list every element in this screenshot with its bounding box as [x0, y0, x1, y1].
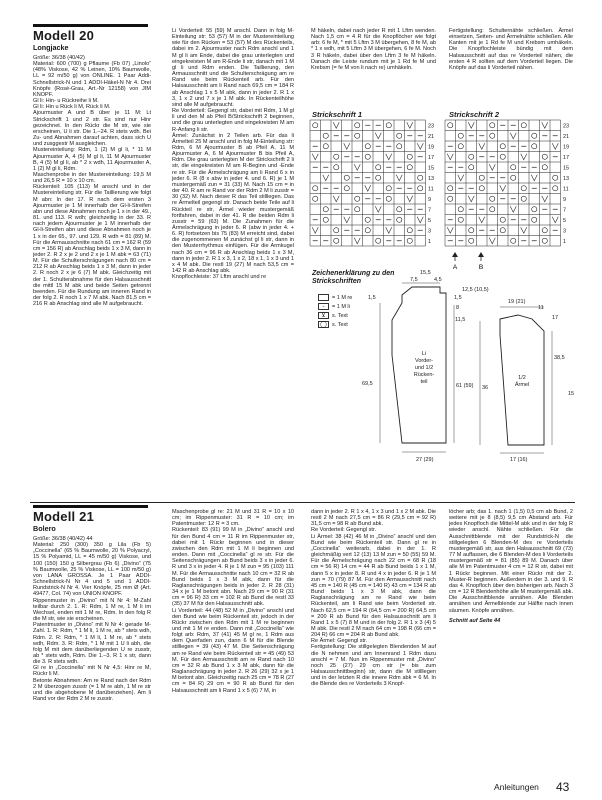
arrow-markers — [452, 252, 484, 271]
knitting-charts — [310, 120, 580, 290]
row-number: 7 — [428, 207, 432, 214]
yarn-over-symbol — [397, 217, 402, 222]
yarn-over-symbol — [542, 165, 547, 170]
paragraph: Maschenprobe gl re: 21 M und 31 R = 10 x 10 cm; im Rippenmuster: 31 R = 10 cm; im Patentmuster: 12 R = 3 cm. — [172, 509, 294, 528]
front-label-2: Vorder- — [414, 358, 434, 364]
dim: 17 (16) — [510, 457, 528, 463]
paragraph: Re Ärmel: Gegengl str. — [311, 638, 368, 645]
yarn-over-symbol — [376, 175, 381, 180]
dim: 27 (29) — [416, 457, 434, 463]
legend-item: - = 1 M li — [318, 303, 350, 310]
yarn-over-symbol — [521, 196, 526, 201]
paragraph: Rückenteil: 105 (113) M anschl und in der Mustereinteilung str. Für die Taillierung wie folgt M abn: In der 17. R nach dem ersten 3 Ajourmuster je 1 M innerhalb der Gl-li-Streifen abn und diese Abnahmen noch je 1 x in der 49., 81. und 113. R wdh; gleichzeitig in der 33. R nach jedem Ajourmuster je 1 M innerhalb der Gl-li-Streifen abn und diese Abnahmen noch je 1 x in der 65., 97. und 129. R wdh = 81 (89) M. Für die Armausschnitte nach 61 cm = 162 R (59 cm = 156 R) ab Anschlag beids 1 x 3 M, dann in jeder 2. R 2 x je 2 und 2 x je 1 M abk = 63 (71) M. Für die Schulterschrägungen nach 80 cm = 212 R ab Anschlag beids 1 x 3 M, dann in jeder 2. R noch 2 x je 6 (7) M abk. Gleichzeitig mit der 1. Schulterabnahme für den Halsausschnitt die mittl 15 M abk und beide Seiten getrennt beenden. Für die Rundung am inneren Rand in der folg 2. R noch 1 x 7 M abk. Nach 81,5 cm = 216 R ab Anschlag sind alle M aufgebraucht. — [33, 184, 151, 308]
paragraph: Li Ärmel: 38 (42) 46 M in „Divino“ anschl und den Bund wie beim Rückenteil str. Dann gl re in „Coccinella“ weiterarb, dabei in der 1. R gleichmäßig vert 12 (13) 13 M zun = 50 (55) 59 M. Für die Ärmelschrägung nach 22 cm = 68 R (18 cm = 56 R) 14 cm = 44 R ab Bund beids 1 x 1 M, dann 5 x in jeder 8. R und 4 x in jeder 6. R je 1 M zun = 70 (79) 87 M. Für den Armausschnitt nach 45 cm = 140 R (45 cm = 140 R) 43 cm = 134 R ab Bund beids 1 x 3 M abk, dann die Raglanschrägung am re Rand wie beim Rückenteil, am li Rand wie beim Vorderteil str. Nach 62,5 cm = 194 R (64,5 cm = 200 R) 64,5 cm = 200 R ab Bund für den Halsausschnitt am li Rand 1 x 5 (7) 8 M und in der folg 2. R 1 x 3 (4) 5 M abk. Die restl 2 M nach 64 cm = 198 R (66 cm = 204 R) 66 cm = 204 R ab Bund abk. — [311, 533, 436, 639]
decrease-stitch-icon: ⊻ — [318, 312, 329, 319]
yarn-over-symbol — [511, 175, 516, 180]
decrease-symbol — [333, 196, 339, 202]
decrease-symbol — [489, 238, 495, 244]
paragraph: Ajourmuster A und B über je 11 M: Lt Strickschrift 1 und 2 str. Es sind nur Hinr gezeichnet. In den Rückr die M str, wie sie erscheinen, U li str. Die 1.–24. R stets wdh. Bei Zu- und Abnahmen darauf achten, dass sich U und zusggestr M ausgleichen. — [33, 110, 151, 148]
decrease-symbol — [447, 154, 453, 160]
paragraph: Material: 600 (700) g Pflaume (Fb 07) „Linolo“ (48% Viskose, 42 % Leinen, 10% Baumwolle, LL = 92 m/50 g) von ONLINE. 1 Paar Addi-Schnellstrick-N und 1 ADDI-Häkel-N Nr 4. Drei Knöpfe (Rosé-Grau, Art.-Nr 12158) von JIM KNOPF. — [33, 61, 151, 98]
yarn-over-symbol — [334, 154, 339, 159]
yarn-over-symbol — [334, 228, 339, 233]
row-number: 3 — [428, 228, 432, 235]
row-number: 15 — [563, 165, 570, 172]
yarn-over-symbol — [407, 228, 412, 233]
paragraph: Größe: 36/38 (40/42) 44 — [33, 536, 93, 542]
row-number: 5 — [428, 217, 432, 224]
paragraph: Ärmel: Zunächst in 2 Teilen arb. Für das li Ärmelteil 25 M anschl und in folg M-Einteilung str: Rdm, 6 M Ajourmuster B ab Pfeil A, 11 M Ajourmuster A, 6 M Ajourmuster B bis Pfeil A, Rdm. Die grau unterlegten M der Strickschrift 2 li str, die eingekreisten M am R-Beginn und -Ende re str. Für die Ärmelschrägung am li Rand 6 x in jeder 6. R (8 x abw in jeder 4. und 6. R) je 1 M mustergemäß zun = 31 (33) M. Nach 15 cm = in der 40. R am re Rand vor der Rdm 2 M li zusstr = 30 (32) M. Nach dieser R das Teil stilllegen. Das re Ärmelteil gegengl str. Danach beide Teile auf li Rückteil re str, Ärmel wieder mustergemäß fortfahren, dabei in der 41. R die beiden Rdm li zusstr = 59 (63) M. Die Zunahmen für die Ärmelschrägung in jeder 6. R (abw in jeder 4. + 6. R) fortsetzen bis 75 (83) M erreicht sind, dabei die zugenommenen M zunächst gl li str, dann in den Musterrhythmus einfügen. Für die Armkugel nach 36 cm = 96 R ab Anschlag beids 1 x 3 M, dann in jeder 2. R 1 x 3, 1 x 2, 18 x 1, 1 x 3 und 1 x 4 M abk. Die restl 19 (27) M nach 53,5 cm = 142 R ab Anschlag abk. — [172, 132, 294, 275]
row-numbers — [428, 123, 569, 245]
decrease-symbol — [407, 196, 413, 202]
row-number: 23 — [563, 123, 570, 130]
decrease-symbol — [354, 238, 360, 244]
section-rule — [33, 505, 148, 508]
yarn-over-symbol — [376, 165, 381, 170]
paragraph: Betonte Abnahmen: Am re Rand nach der Rdm 2 M überzogen zusstr (= 1 M re abh, 1 M re str und die abgehobene M darüberziehen). Am li Rand vor der Rdm 2 M re zusstr. — [33, 677, 151, 703]
front-label-5: teil — [420, 379, 428, 385]
yarn-over-symbol — [521, 123, 526, 128]
yarn-over-symbol — [532, 217, 537, 222]
yarn-over-symbol — [500, 154, 505, 159]
row-number: 17 — [563, 154, 570, 161]
yarn-over-symbol — [542, 228, 547, 233]
front-label-4: Rücken- — [413, 372, 435, 378]
dim: 11 — [538, 305, 544, 311]
yarn-over-symbol — [521, 186, 526, 191]
decrease-symbol — [386, 154, 392, 160]
yarn-over-symbol — [323, 133, 328, 138]
paragraph: M häkeln, dabei nach jeder R mit 1 Lftm wenden. Nach 1,5 cm = 4 R für die Knopflöcher wie folgt arb: 6 fe M, * mit 5 Lftm 3 M übergehen, 8 fe M, ab * 1 x wdh, mit 5 Lftm 3 M übergehen, 6 fe M. Noch 3 R häkeln, dabei über den Lftm 3 fe M häkeln. Danach die Leiste rundum mit je 1 Rd fe M und Krebsm (= fe M von li nach re) umhäkeln. — [311, 28, 436, 71]
yarn-over-symbol — [500, 217, 505, 222]
decrease-symbol — [468, 196, 474, 202]
decrease-symbol — [323, 175, 329, 181]
chart1-title: Strickschrift 1 — [312, 110, 363, 119]
dim: 69,5 — [362, 381, 373, 387]
yarn-over-symbol — [418, 186, 423, 191]
yarn-over-symbol — [458, 144, 463, 149]
front-label-1: Li — [421, 351, 427, 357]
paragraph: löcher arb; das 1. nach 1 (1,5) 0,5 cm ab Bund, 2 weitere mit je 8 (8,5) 9,5 cm Abstand arb. Für jedes Knopfloch die Mittel-M abk und in der folg R wieder anschl. Nähte schließen. Für die Ausschnittblende mit der Rundstrick-N die stillgelegten 6 Blenden-M des re Vorderteils mustergemäß str, aus den Halsausschnitt 69 (73) 77 M auffassen, die 6 Blenden-M des li Vorderteils mustergemäß str = 81 (85) 89 M. Danach über alle M im Patentmuster 4 cm = 12 R str, dabei mit 1 Rückr beginnen. Mit einer Rückr mit der 2. Muster-R beginnen. Außerdem in der 3. und 9. R das 4. Knopfloch über den bisherigen arb. Nach 3 cm = 12 R Blendenhöhe alle M mustergemäß abk. Die Ausschnittblende annähen. Alle Blenden annähen und Ärmelblende zur Hälfte nach innen säumen. Knöpfe annähen. — [449, 509, 573, 614]
yarn-over-symbol — [458, 217, 463, 222]
yarn-over-symbol — [323, 144, 328, 149]
model21-col2 — [172, 509, 294, 781]
yarn-over-symbol — [490, 123, 495, 128]
decrease-symbol — [468, 122, 474, 128]
decrease-symbol — [510, 206, 516, 212]
yarn-over-symbol — [532, 133, 537, 138]
row-number: 9 — [428, 196, 432, 203]
decrease-symbol — [479, 217, 485, 223]
paragraph: Re Vorderteil: Gegengl str, dabei mit Rdm, 1 M gl li und den M ab Pfeil B/Strickschrift 2 beginnen, und die grau unterlegten und eingekreisten M am R-Anfang li str. — [172, 108, 294, 133]
yarn-over-symbol — [365, 217, 370, 222]
row-number: 23 — [428, 123, 435, 130]
sleeve-label-2: Ärmel — [514, 382, 530, 388]
decrease-symbol — [489, 164, 495, 170]
yarn-over-symbol — [511, 238, 516, 243]
dim: 12,5 (10,5) — [462, 287, 489, 293]
yarn-over-symbol — [511, 165, 516, 170]
yarn-over-symbol — [490, 207, 495, 212]
yarn-over-symbol — [500, 144, 505, 149]
legend-item: ◯ s. Text — [318, 321, 348, 328]
decrease-symbol — [521, 227, 527, 233]
dim: 17 — [552, 315, 559, 321]
decrease-symbol — [447, 227, 453, 233]
row-number: 1 — [563, 238, 567, 245]
yarn-over-symbol — [448, 196, 453, 201]
row-number: 3 — [563, 228, 567, 235]
cross-reference: Schnitt auf Seite 44 — [449, 617, 501, 624]
yarn-over-symbol — [458, 133, 463, 138]
decrease-symbol — [479, 143, 485, 149]
paragraph: Li Vorderteil: 44 (48) 52 M in „Divino“ anschl und den Bund wie beim Rückenteil str, jedoch in der Rückr zwischen den Rdm mit 1 M re beginnen und mit 1 M re enden. Dann mit „Coccinella“ wie folgt arb: Rdm, 37 (41) 45 M gl re, 1 Rdm aus dem Querfaden zun, dann 6 M für die Blende stilllegen = 39 (43) 47 M. Die Seitenschrägung am re Rand wie beim Rückenteil str = 45 (49) 53 M. Für den Armausschnitt am re Rand nach 10 cm = 32 R ab Bund 1 x 3 M abk, dann für die Raglanschrägung in jeder 2. R 26 (29) 32 x je 1 M betont abn. Gleichzeitig nach 25 cm = 78 R (27 cm = 84 R) 29 cm = 90 R ab Bund für den Halsausschnitt am li Rand 1 x 5 (6) 7 M, in — [172, 607, 294, 694]
decrease-symbol — [542, 196, 548, 202]
row-number: 1 — [428, 238, 432, 245]
yarn-over-symbol — [397, 133, 402, 138]
paragraph: Rippenmuster in „Divino“ mit N Nr 4: M-Zahl teilbar durch 2. 1. R: Rdm, 1 M re, 1 M li im Wechsel, enden mit 1 M re, Rdm. In den folg R die M str, wie sie erscheinen. — [33, 597, 151, 623]
paragraph: Mustereinteilung: Rdm, 1 (2) M gl li, * 11 M Ajourmuster A, 4 (5) M gl li, 11 M Ajourmuster B, 4 (5) M gl li, ab * 2 x wdh, 11 Ajourmuster A, 1 (2) M gl li, Rdm. — [33, 147, 151, 172]
yarn-over-symbol — [323, 207, 328, 212]
yarn-over-symbol — [490, 133, 495, 138]
paragraph: Knopflochleiste: 37 Lftm anschl und re — [172, 274, 267, 281]
decrease-symbol — [333, 122, 339, 128]
decrease-symbol — [510, 133, 516, 139]
paragraph: Maschenprobe in der Mustereinteilung: 19,5 M und 26,5 R = 10 x 10 cm. — [33, 171, 151, 185]
row-number: 7 — [563, 207, 567, 214]
yarn-over-symbol — [386, 186, 391, 191]
paragraph: Gl li: Hin u Rück li M, Rück li M. — [33, 104, 111, 111]
section-rule — [33, 24, 148, 27]
model20-title: Modell 20 — [33, 28, 95, 43]
dim: 61 (59) — [456, 383, 474, 389]
paragraph: Gl li: Hin- u Rückreihe li M. — [33, 98, 99, 105]
yarn-over-symbol — [334, 165, 339, 170]
decrease-symbol — [500, 185, 506, 191]
yarn-over-symbol — [397, 144, 402, 149]
chart2-title: Strickschrift 2 — [449, 110, 500, 119]
yarn-over-symbol — [313, 196, 318, 201]
yarn-over-symbol — [479, 175, 484, 180]
model21-subtitle: Bolero — [33, 524, 56, 533]
row-number: 19 — [428, 144, 435, 151]
yarn-over-symbol — [542, 238, 547, 243]
decrease-symbol — [542, 122, 548, 128]
yarn-over-symbol — [479, 186, 484, 191]
yarn-over-symbol — [458, 207, 463, 212]
yarn-over-symbol — [355, 133, 360, 138]
decrease-symbol — [354, 164, 360, 170]
yarn-over-symbol — [376, 238, 381, 243]
yarn-over-symbol — [500, 228, 505, 233]
dim: 1,5 — [368, 295, 376, 301]
yarn-over-symbol — [542, 154, 547, 159]
yarn-over-symbol — [469, 238, 474, 243]
yarn-over-symbol — [334, 238, 339, 243]
model21-title: Modell 21 — [33, 509, 95, 524]
decrease-symbol — [458, 175, 464, 181]
yarn-over-symbol — [532, 144, 537, 149]
dim: 15,5 — [420, 270, 431, 276]
decrease-symbol — [375, 206, 381, 212]
yarn-over-symbol — [397, 207, 402, 212]
row-number: 19 — [563, 144, 570, 151]
decrease-symbol — [312, 154, 318, 160]
arrow-b-label: B — [478, 264, 484, 271]
sleeve-label-1: 1/2 — [518, 375, 526, 381]
yarn-over-symbol — [448, 186, 453, 191]
purl-stitch-icon: - — [318, 303, 329, 310]
knit-stitch-icon — [318, 294, 329, 301]
section-divider — [30, 502, 575, 503]
model21-col3 — [311, 509, 436, 781]
yarn-over-symbol — [469, 228, 474, 233]
dim: 36 — [482, 385, 489, 391]
dim: 4,5 — [434, 277, 442, 283]
model21-col4 — [449, 509, 573, 781]
legend-title: Zeichenerklärung zu den Strickschriften — [312, 270, 395, 285]
decrease-symbol — [531, 175, 537, 181]
paragraph: Rückenteil: 83 (91) 99 M in „Divino“ anschl und für den Bund 4 cm = 11 R im Rippenmuster str, dabei mit 1 Rückr beginnen und in dieser zwischen den Rdm mit 1 M li beginnen und enden. Dann mit „Coccinella“ gl re str. Für die Seitenschrägungen ab Bund beids 3 x in jeder 6. R und 3 x in jeder 4. R je 1 M zun = 95 (103) 111 M. Für die Armausschnitte nach 10 cm = 32 R ab Bund beids 1 x 3 M abk, dann für die Raglanschrägungen beids in jeder 2. R 28 (31) 34 x je 1 M betont abn. Nach 29 cm = 90 R (31 cm = 96 R) 33 cm = 102 R ab Bund die restl 33 (35) 37 M für den Halsausschnitt abk. — [172, 527, 294, 608]
row-number: 21 — [428, 133, 435, 140]
yarn-over-symbol — [532, 207, 537, 212]
yarn-over-symbol — [313, 186, 318, 191]
decrease-symbol — [407, 122, 413, 128]
paragraph: Material: 250 (300) 350 g Lila (Fb 5) „Coccinella“ (65 % Baumwolle, 20 % Polyacryl, 15 % Polyamid, LL = 45 m/50 g) Viskose, und 100 (150) 150 g Silbergrau (Fb 6) „Divino“ (75 % Baumwolle, 25 % Viskose, LL = 100 m/50 g) von LANA GROSSA. Je 1 Paar ADDI-Schnellstrick-N Nr 4 und 5 und 1 ADDI-Rundstrick-N Nr 4. Vier Knöpfe, 25 mm Ø (Art. 49477, Col. 74) von UNION KNOPF. — [33, 542, 151, 598]
yarn-over-symbol — [365, 228, 370, 233]
yarn-over-symbol — [407, 165, 412, 170]
model20-col2 — [172, 28, 294, 498]
yarn-over-symbol — [313, 123, 318, 128]
model21-col1 — [33, 509, 151, 781]
yarn-over-symbol — [365, 154, 370, 159]
paragraph: Gl re in „Coccinella“ mit N Nr 4,5: Hinr re M, Rückr li M. — [33, 665, 151, 678]
yarn-over-stitch-icon: ◯ — [318, 321, 329, 328]
yarn-over-symbol — [418, 175, 423, 180]
decrease-symbol — [344, 217, 350, 223]
yarn-over-symbol — [407, 154, 412, 159]
chart2-grid — [445, 120, 561, 246]
model20-col4 — [449, 28, 573, 98]
row-number: 9 — [563, 196, 567, 203]
paragraph: dann in jeder 2. R 1 x 4, 1 x 3 und 1 x 2 M abk. Die restl 2 M nach 27,5 cm = 86 R (29,5 cm = 92 R) 31,5 cm = 98 R ab Bund abk. — [311, 509, 436, 528]
page-number: 43 — [556, 780, 570, 794]
row-number: 11 — [428, 186, 434, 193]
yarn-over-symbol — [469, 165, 474, 170]
decrease-symbol — [521, 154, 527, 160]
decrease-symbol — [417, 217, 423, 223]
yarn-over-symbol — [469, 154, 474, 159]
row-number: 17 — [428, 154, 435, 161]
yarn-over-symbol — [386, 196, 391, 201]
yarn-over-symbol — [344, 186, 349, 191]
yarn-over-symbol — [553, 175, 558, 180]
yarn-over-symbol — [344, 175, 349, 180]
decrease-symbol — [344, 143, 350, 149]
paragraph: Größe: 36/38 (40/42) — [33, 55, 85, 61]
legend-item: = 1 M re — [318, 294, 352, 301]
paragraph: Fertigstellung: Die stillgelegten Blendenden M auf die N nehmen und am Innenrand 1 Rdm dazu anschl = 7 M. Nun im Rippenmuster mit „Divino“ noch 25 (27) 29 cm str (= bis zum Halsausschnittbeginn) str, dann die M stilllegen und in der letzten R die innere Rdm abk = 6 M. In die Blende des re Vorderteils 3 Knopf- — [311, 644, 436, 688]
dim: 7,5 — [410, 277, 418, 283]
decrease-symbol — [417, 143, 423, 149]
legend-item: ⊻ s. Text — [318, 312, 348, 319]
paragraph: Re Vorderteil: Gegengl str. — [311, 527, 377, 534]
dim: 11,5 — [455, 317, 466, 323]
model20-subtitle: Longjacke — [33, 43, 69, 52]
model20-col1 — [33, 28, 151, 498]
dim: 8 — [456, 305, 460, 311]
decrease-symbol — [386, 227, 392, 233]
row-number: 15 — [428, 165, 435, 172]
arrow-a-label: A — [452, 264, 458, 271]
yarn-over-symbol — [553, 186, 558, 191]
yarn-over-symbol — [448, 123, 453, 128]
decrease-symbol — [552, 217, 558, 223]
yarn-over-symbol — [407, 238, 412, 243]
dim: 1,5 — [454, 295, 462, 301]
row-number: 11 — [563, 186, 569, 193]
yarn-over-symbol — [365, 144, 370, 149]
yarn-over-symbol — [386, 123, 391, 128]
yarn-over-symbol — [355, 207, 360, 212]
yarn-over-symbol — [490, 196, 495, 201]
row-number: 21 — [563, 133, 570, 140]
row-number: 13 — [428, 175, 435, 182]
front-label-3: und 1/2 — [414, 365, 434, 371]
yarn-over-symbol — [355, 123, 360, 128]
row-number: 5 — [563, 217, 567, 224]
footer-section-label: Anleitungen — [494, 782, 539, 792]
decrease-symbol — [396, 175, 402, 181]
chart1-grid — [310, 120, 426, 246]
paragraph: Li Vorderteil: 55 (59) M anschl. Dann in folg M-Einteilung str: 53 (57) M in der Mustereinteilung wie für den Rücken = 53 (57) M des Rückenteils, dabei im 2. Ajourmuster nach Rdm anschl und 1 M gl li am Ende, dabei die grau unterlegten und eingekreisten M am R-Ende li str, danach mit 1 M gl li und Rdm enden. Die Taillierung, den Armausschnitt und die Schulterschrägung am re Rand wie beim Rückenteil arb. Für den Halsausschnitt am li Rand nach 69,5 cm = 184 R ab Anschlag 1 x 5 M abk, dann in jeder 2. R 1 x 3, 1 x 2 und 7 x je 1 M abk. In Rückenteilhöhe sind alle M aufgebraucht. — [172, 28, 294, 108]
yarn-over-symbol — [323, 217, 328, 222]
dim: 38,5 — [554, 355, 565, 361]
paragraph: Patentmuster in „Divino“ mit N Nr 4: gerade M-Zahl. 1. R: Rdm, * 1 M li, 1 M re, ab * stets wdh, Rdm. 2. R: Rdm, * 1 M li, 1 M re, ab * stets wdh, Rdm. 3. R: Rdm, * 1 M mit 1 U li abh, die folg M mit dem darüberliegenden U re zusstr, ab * stets wdh, Rdm. Die 1.–3. R 1 x str, dann die 3. R stets wdh. — [33, 622, 151, 666]
decrease-symbol — [312, 227, 318, 233]
decrease-symbol — [375, 133, 381, 139]
dim: 19 (21) — [508, 299, 526, 305]
decrease-symbol — [365, 185, 371, 191]
dim: 15 — [568, 391, 575, 397]
row-number: 13 — [563, 175, 570, 182]
decrease-symbol — [552, 143, 558, 149]
model20-col3 — [311, 28, 436, 98]
yarn-over-symbol — [355, 196, 360, 201]
paragraph: Fertigstellung: Schulternähte schließen. Ärmel einsetzen, Seiten- und Ärmelnähte schließen. Alle Kanten mit je 1 Rd fe M und Krebsm umhäkeln. Die Knopflochleiste bündig mit dem Halsausschnitt auf das re Vorderteil nähen, die ersten 4 R sollten auf dem Vorderteil liegen. Die Knöpfe auf das li Vorderteil nähen. — [449, 28, 573, 71]
